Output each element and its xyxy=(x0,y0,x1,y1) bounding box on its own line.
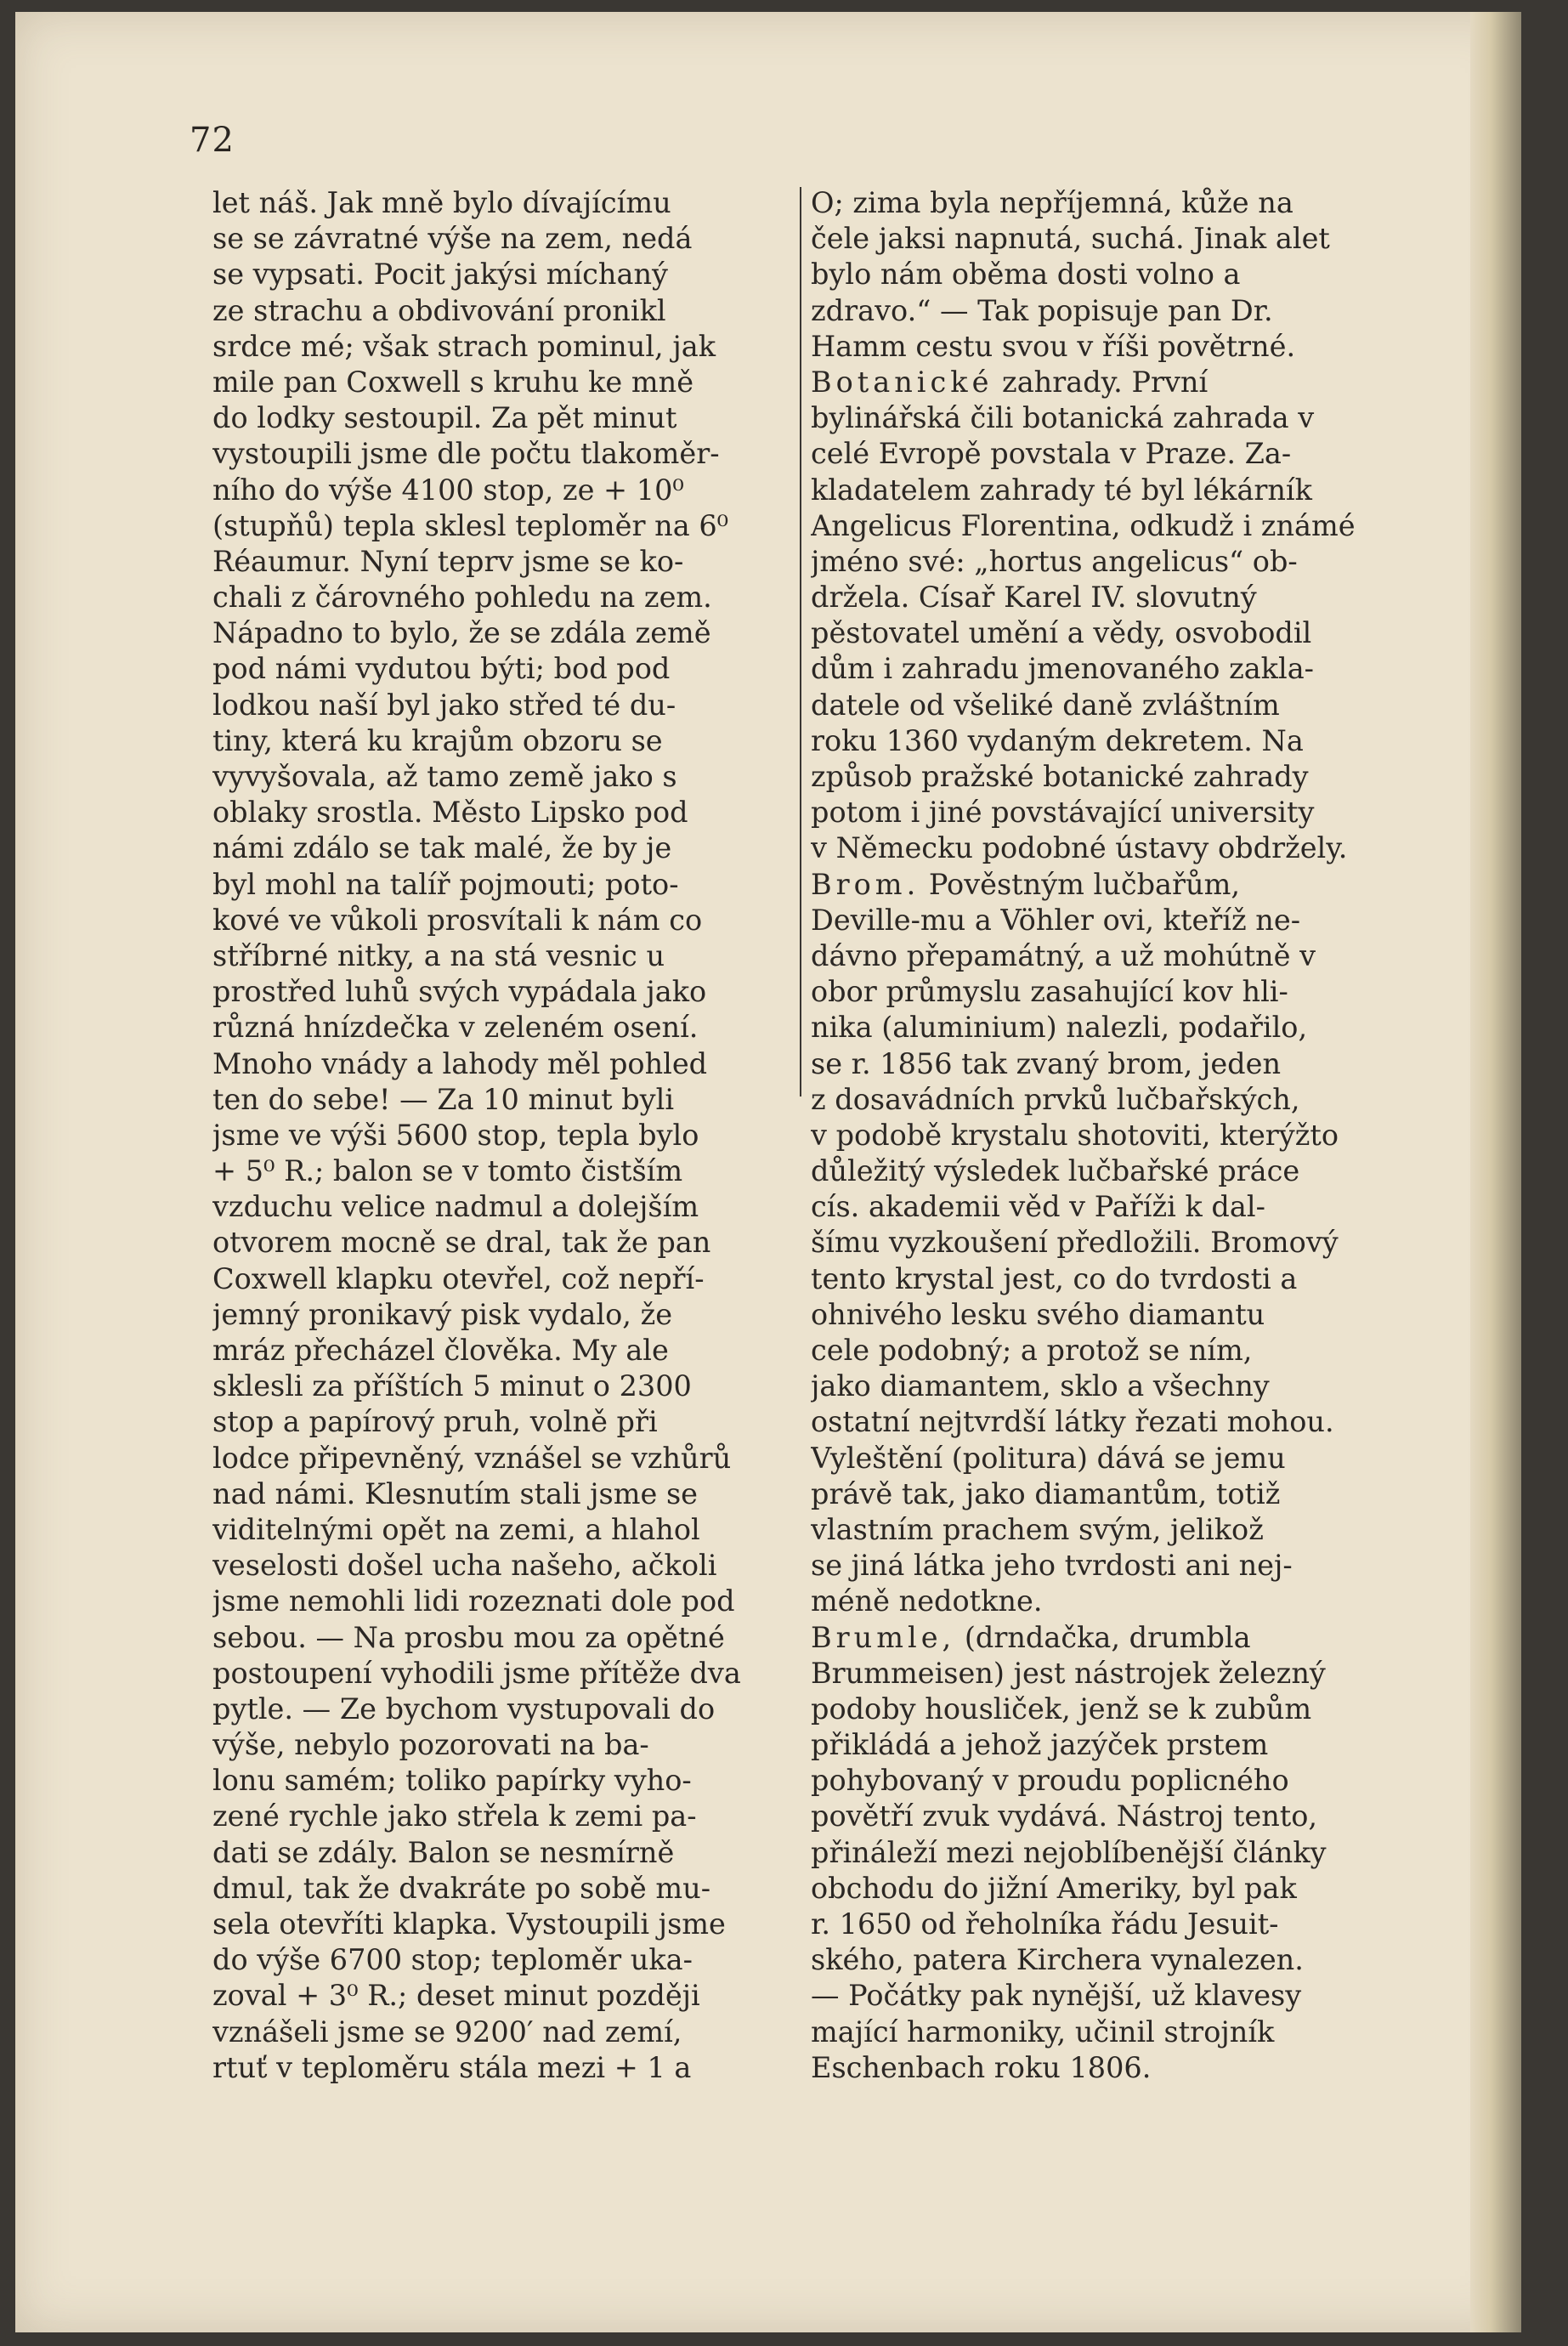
text-line: sebou. — Na prosbu mou za opětné xyxy=(212,1620,725,1654)
text-line: obchodu do jižní Ameriky, byl pak xyxy=(811,1871,1297,1905)
text-line: prostřed luhů svých vypádala jako xyxy=(212,975,707,1009)
text-line: povětří zvuk vydává. Nástroj tento, xyxy=(811,1799,1318,1833)
text-line: srdce mé; však strach pominul, jak xyxy=(212,329,716,363)
text-line: stop a papírový pruh, volně při xyxy=(212,1405,658,1439)
text-line: Coxwell klapku otevřel, což nepří- xyxy=(212,1261,705,1295)
text-line: let náš. Jak mně bylo dívajícímu xyxy=(212,186,671,219)
text-line: viditelnými opět na zemi, a hlahol xyxy=(212,1512,700,1546)
text-line: roku 1360 vydaným dekretem. Na xyxy=(811,723,1304,757)
text-line: v Německu podobné ústavy obdržely. xyxy=(811,831,1348,865)
text-line: sklesli za příštích 5 minut o 2300 xyxy=(212,1369,692,1403)
text-line: mráz přecházel člověka. My ale xyxy=(212,1334,669,1367)
text-line: méně nedotkne. xyxy=(811,1584,1043,1618)
text-line: Brumle, (drndačka, drumbla xyxy=(811,1620,1251,1654)
book-page xyxy=(15,12,1521,2332)
text-line: ostatní nejtvrdší látky řezati mohou. xyxy=(811,1405,1334,1439)
text-line: Brummeisen) jest nástrojek železný xyxy=(811,1656,1326,1690)
text-line: dati se zdály. Balon se nesmírně xyxy=(212,1835,675,1869)
text-line: postoupení vyhodili jsme přítěže dva xyxy=(212,1656,741,1690)
text-line: Réaumur. Nyní teprv jsme se ko- xyxy=(212,544,684,578)
text-line: dávno přepamátný, a už mohútně v xyxy=(811,938,1316,972)
text-line: zoval + 3⁰ R.; deset minut později xyxy=(212,1979,700,2013)
text-line: čele jaksi napnutá, suchá. Jinak alet xyxy=(811,222,1330,256)
text-line: oblaky srostla. Město Lipsko pod xyxy=(212,796,688,830)
text-line: právě tak, jako diamantům, totiž xyxy=(811,1476,1281,1510)
text-line: tento krystal jest, co do tvrdosti a xyxy=(811,1261,1298,1295)
text-line: podoby housliček, jenž se k zubům xyxy=(811,1692,1312,1726)
text-line: Eschenbach roku 1806. xyxy=(811,2050,1152,2084)
left-text-column xyxy=(212,185,790,2086)
text-line: lodkou naší byl jako střed té du- xyxy=(212,688,676,722)
text-line: pohybovaný v proudu poplicného xyxy=(811,1764,1289,1798)
text-line: mile pan Coxwell s kruhu ke mně xyxy=(212,365,694,399)
text-line: z dosavádních prvků lučbařských, xyxy=(811,1082,1300,1116)
text-line: nad námi. Klesnutím stali jsme se xyxy=(212,1476,699,1510)
text-line: potom i jiné povstávající university xyxy=(811,796,1315,830)
text-line: kové ve vůkoli prosvítali k nám co xyxy=(212,903,703,937)
text-line: Brom. Pověstným lučbařům, xyxy=(811,867,1241,901)
text-line: jemný pronikavý pisk vydalo, že xyxy=(212,1297,673,1331)
text-line: zené rychle jako střela k zemi pa- xyxy=(212,1799,697,1833)
text-line: přikládá a jehož jazýček prstem xyxy=(811,1728,1269,1762)
text-line: lodce připevněný, vznášel se vzhůrů xyxy=(212,1441,732,1475)
text-line: pod námi vydutou býti; bod pod xyxy=(212,652,671,686)
text-line: důležitý výsledek lučbařské práce xyxy=(811,1154,1300,1188)
page-number: 72 xyxy=(190,121,235,160)
text-line: chali z čárovného pohledu na zem. xyxy=(212,581,712,615)
text-line: ského, patera Kirchera vynalezen. xyxy=(811,1943,1304,1977)
text-line: do výše 6700 stop; teploměr uka- xyxy=(212,1943,693,1977)
text-line: ního do výše 4100 stop, ze + 10⁰ xyxy=(212,473,684,507)
text-line: se se závratné výše na zem, nedá xyxy=(212,222,693,256)
text-line: se r. 1856 tak zvaný brom, jeden xyxy=(811,1046,1282,1080)
text-line: nika (aluminium) nalezli, podařilo, xyxy=(811,1011,1308,1045)
text-line: cele podobný; a protož se ním, xyxy=(811,1334,1253,1367)
text-line: Deville-mu a Vöhler ovi, kteříž ne- xyxy=(811,903,1301,937)
text-line: přináleží mezi nejoblíbenější články xyxy=(811,1835,1327,1869)
text-line: výše, nebylo pozorovati na ba- xyxy=(212,1728,649,1762)
text-line: pěstovatel umění a vědy, osvobodil xyxy=(811,616,1312,650)
text-line: (stupňů) tepla sklesl teploměr na 6⁰ xyxy=(212,508,729,542)
text-line: pytle. — Ze bychom vystupovali do xyxy=(212,1692,716,1726)
text-line: jméno své: „hortus angelicus“ ob- xyxy=(811,544,1298,578)
text-line: Botanické zahrady. První xyxy=(811,365,1209,399)
text-line: ohnivého lesku svého diamantu xyxy=(811,1297,1265,1331)
text-line: lonu samém; toliko papírky vyho- xyxy=(212,1764,692,1798)
right-text-column xyxy=(811,185,1382,2086)
text-line: dmul, tak že dvakráte po sobě mu- xyxy=(212,1871,711,1905)
text-line: vystoupili jsme dle počtu tlakoměr- xyxy=(212,437,720,471)
text-line: veselosti došel ucha našeho, ačkoli xyxy=(212,1549,717,1583)
text-line: cís. akademii věd v Paříži k dal- xyxy=(811,1190,1265,1224)
text-line: O; zima byla nepříjemná, kůže na xyxy=(811,186,1293,219)
text-line: způsob pražské botanické zahrady xyxy=(811,760,1309,793)
text-line: bylo nám oběma dosti volno a xyxy=(811,258,1241,292)
text-line: sela otevříti klapka. Vystoupili jsme xyxy=(212,1907,726,1941)
text-line: zdravo.“ — Tak popisuje pan Dr. xyxy=(811,293,1273,327)
text-line: mající harmoniky, učinil strojník xyxy=(811,2014,1275,2048)
text-line: se vypsati. Pocit jakýsi míchaný xyxy=(212,258,668,292)
text-line: Angelicus Florentina, odkudž i známé xyxy=(811,508,1356,542)
text-line: se jiná látka jeho tvrdosti ani nej- xyxy=(811,1549,1293,1583)
text-line: — Počátky pak nynější, už klavesy xyxy=(811,1979,1302,2013)
text-line: bylinářská čili botanická zahrada v xyxy=(811,401,1315,435)
text-line: ten do sebe! — Za 10 minut byli xyxy=(212,1082,675,1116)
text-line: stříbrné nitky, a na stá vesnic u xyxy=(212,938,665,972)
text-line: ze strachu a obdivování pronikl xyxy=(212,293,666,327)
text-line: námi zdálo se tak malé, že by je xyxy=(212,831,672,865)
text-line: dům i zahradu jmenovaného zakla- xyxy=(811,652,1314,686)
text-line: držela. Císař Karel IV. slovutný xyxy=(811,581,1257,615)
text-line: celé Evropě povstala v Praze. Za- xyxy=(811,437,1292,471)
text-line: Mnoho vnády a lahody měl pohled xyxy=(212,1046,708,1080)
text-line: Nápadno to bylo, že se zdála země xyxy=(212,616,711,650)
text-line: v podobě krystalu shotoviti, kterýžto xyxy=(811,1118,1339,1152)
text-line: jsme ve výši 5600 stop, tepla bylo xyxy=(212,1118,699,1152)
text-line: kladatelem zahrady té byl lékárník xyxy=(811,473,1312,507)
text-line: otvorem mocně se dral, tak že pan xyxy=(212,1226,711,1260)
text-line: obor průmyslu zasahující kov hli- xyxy=(811,975,1288,1009)
text-line: do lodky sestoupil. Za pět minut xyxy=(212,401,677,435)
text-line: vzduchu velice nadmul a dolejším xyxy=(212,1190,699,1224)
text-line: vznášeli jsme se 9200′ nad zemí, xyxy=(212,2014,682,2048)
text-line: Vyleštění (politura) dává se jemu xyxy=(811,1441,1286,1475)
text-line: různá hnízdečka v zeleném osení. xyxy=(212,1011,699,1045)
page-binding-shadow xyxy=(1470,12,1521,2332)
text-line: vyvyšovala, až tamo země jako s xyxy=(212,760,677,793)
text-line: vlastním prachem svým, jelikož xyxy=(811,1512,1264,1546)
text-line: jako diamantem, sklo a všechny xyxy=(811,1369,1270,1403)
text-line: r. 1650 od řeholníka řádu Jesuit- xyxy=(811,1907,1279,1941)
text-line: šímu vyzkoušení předložili. Bromový xyxy=(811,1226,1339,1260)
text-line: rtuť v teploměru stála mezi + 1 a xyxy=(212,2050,692,2084)
text-line: Hamm cestu svou v říši povětrné. xyxy=(811,329,1296,363)
text-line: jsme nemohli lidi rozeznati dole pod xyxy=(212,1584,735,1618)
text-line: + 5⁰ R.; balon se v tomto čistším xyxy=(212,1154,683,1188)
text-line: datele od všeliké daně zvláštním xyxy=(811,688,1280,722)
text-line: byl mohl na talíř pojmouti; poto- xyxy=(212,867,679,901)
column-divider xyxy=(800,187,801,1096)
text-line: tiny, která ku krajům obzoru se xyxy=(212,723,663,757)
